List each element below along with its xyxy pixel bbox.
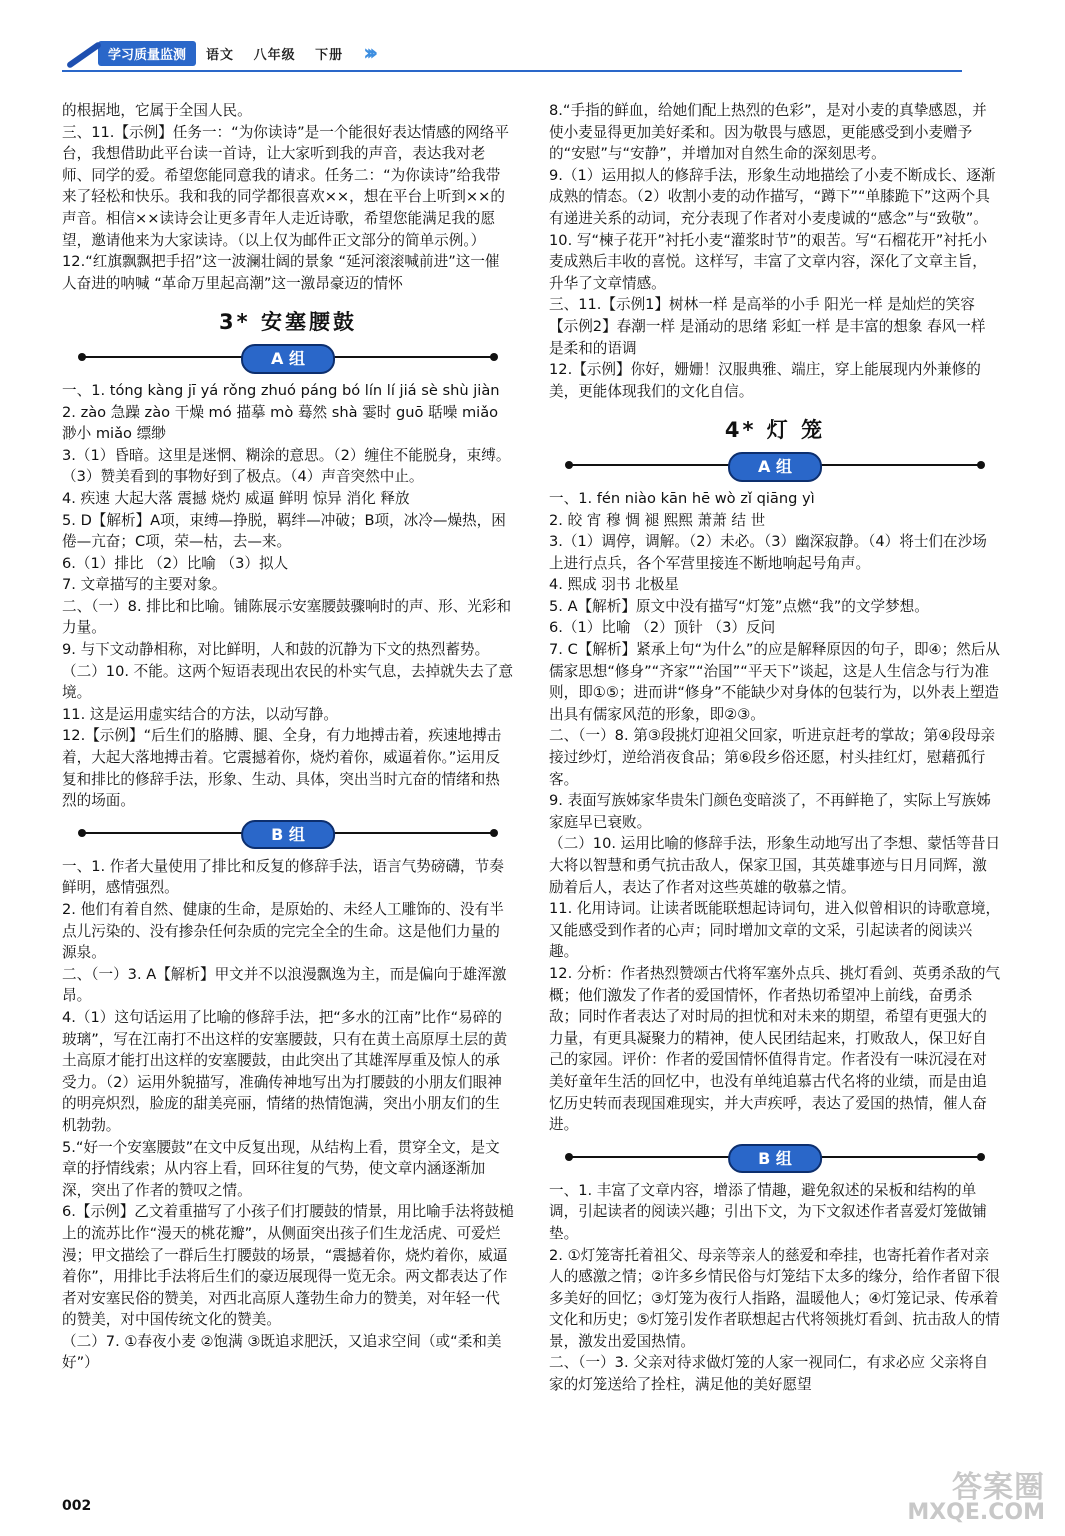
group-label: B 组 xyxy=(241,820,335,850)
lesson-title: 3* 安塞腰鼓 xyxy=(219,310,357,335)
answer-line: 2. zào 急躁 zào 干燥 mó 描摹 mò 蓦然 shà 霎时 guō 聒噪 miǎo 渺小 miǎo 缥缈 xyxy=(62,403,499,443)
answer-line: 一、1. fén niào kān hē wò zǐ qiāng yì xyxy=(549,489,815,507)
pen-icon xyxy=(62,38,92,68)
chevron-icon: ››› xyxy=(363,40,373,66)
answer-line: 一、1. 丰富了文章内容，增添了情趣，避免叙述的呆板和结构的单调，引起读者的阅读兴趣；引出下文，为下文叙述作者喜爱灯笼做铺垫。 xyxy=(549,1181,987,1242)
group-label: B 组 xyxy=(728,1144,822,1174)
answer-line: 12.“红旗飘飘把手招”这一波澜壮阔的景象 “延河滚滚喊前进”这一催人奋进的呐喊 “革命万里起高潮”这一激昂豪迈的情怀 xyxy=(62,253,500,292)
answer-line: 4. 疾速 大起大落 震撼 烧灼 威逼 鲜明 惊异 消化 释放 xyxy=(62,489,410,507)
answer-line: 二、（一）3. 父亲对待求做灯笼的人家一视同仁，有求必应 父亲将自家的灯笼送给了拴柱，满足他的美好愿望 xyxy=(549,1354,989,1394)
answer-line: 6.（1）排比 （2）比喻 （3）拟人 xyxy=(62,554,289,572)
answer-line: 6.（1）比喻 （2）顶针 （3）反问 xyxy=(549,619,776,637)
answer-line: 4.（1）这句话运用了比喻的修辞手法，把“多水的江南”比作“易碎的玻璃”，写在江南打不出这样的安塞腰鼓，只有在黄土高原厚土层的黄土高原才能打出这样的安塞腰鼓，由此突出了其雄浑厚重及惊人的承受力。（2）运用外貌描写，准确传神地写出为打腰鼓的小朋友们眼神的明亮炽烈，脸庞的甜美亮丽，情绪的热情饱满，突出小朋友们的生机勃勃。 xyxy=(62,1008,508,1134)
answer-line: 5.“好一个安塞腰鼓”在文中反复出现，从结构上看，贯穿全文，是文章的抒情线索；从内容上看，回环往复的气势，使文章内涵逐渐加深，突出了作者的赞叹之情。 xyxy=(62,1138,500,1199)
group-a-divider xyxy=(549,452,1001,478)
answer-line: 9. 表面写族姊家华贵朱门颜色变暗淡了，不再鲜艳了，实际上写族姊家庭早已衰败。 xyxy=(549,792,991,831)
answer-line: （二）10. 不能。这两个短语表现出农民的朴实气息，去掉就失去了意境。 xyxy=(62,662,514,702)
answer-line: 二、（一）8. 第③段挑灯迎祖父回家，听进京赶考的掌故；第④段母亲接过纱灯，逆给消夜食品；第⑥段乡俗还愿，村头挂红灯，慰藉孤行客。 xyxy=(549,727,996,788)
answer-line: 4. 熙成 羽书 北极星 xyxy=(549,576,679,594)
answer-line: （二）10. 运用比喻的修辞手法，形象生动地写出了李想、蒙恬等昔日大将以智慧和勇气抗击敌人，保家卫国，其英雄事迹与日月同辉，激励着后人，表达了作者对这些英雄的敬慕之情。 xyxy=(549,835,1001,896)
answer-line: 11. 这是运用虚实结合的方法，以动写静。 xyxy=(62,705,338,723)
group-b-divider xyxy=(549,1144,1001,1170)
volume: 下册 xyxy=(315,47,344,63)
answer-line: 三、11.【示例1】树林一样 是高举的小手 阳光一样 是灿烂的笑容【示例2】春潮一样 是涌动的思绪 彩虹一样 是丰富的想象 春风一样 是柔和的语调 xyxy=(549,296,986,357)
answer-line: 12.【示例】“后生们的胳膊、腿、全身，有力地搏击着，疾速地搏击着，大起大落地搏击着。它震撼着你，烧灼着你，威逼着你。”运用反复和排比的修辞手法，形象、生动、具体，突出当时亢奋的情绪和热烈的场面。 xyxy=(62,727,502,810)
answer-line: 6.【示例】乙文着重描写了小孩子们打腰鼓的情景，用比喻手法将鼓槌上的流苏比作“漫天的桃花瓣”，从侧面突出孩子们生龙活虎、可爱烂漫；甲文描绘了一群后生打腰鼓的场景，“震撼着你，烧灼着你，威逼着你”，用排比手法将后生们的豪迈展现得一览无余。两文都表达了作者对安塞民俗的赞美，对西北高原人蓬勃生命力的赞美，对年轻一代的赞美，对中国传统文化的赞美。 xyxy=(62,1203,514,1329)
answer-line: （二）7. ①春夜小麦 ②饱满 ③既追求肥沃，又追求空间（或“柔和美好”） xyxy=(62,1332,502,1372)
right-column xyxy=(549,100,1001,1396)
answer-line: 一、1. tóng kàng jī yá rǒng zhuó páng bó lín lí jiá sè shù jiàn xyxy=(62,381,500,399)
group-label: A 组 xyxy=(241,344,335,374)
header-rule xyxy=(62,70,962,72)
answer-line: 一、1. 作者大量使用了排比和反复的修辞手法，语言气势磅礴，节奏鲜明，感情强烈。 xyxy=(62,857,504,897)
answer-line: 2. 他们有着自然、健康的生命，是原始的、未经人工雕饰的、没有半点儿污染的、没有掺杂任何杂质的完完全全的生命。这是他们力量的源泉。 xyxy=(62,901,504,962)
group-label: A 组 xyxy=(728,452,822,482)
left-column xyxy=(62,100,514,1374)
watermark: 答案圈 xyxy=(952,1470,1045,1505)
page-number: 002 xyxy=(62,1498,92,1514)
answer-line: 11. 化用诗词。让读者既能联想起诗词句，进入似曾相识的诗歌意境，又能感受到作者的心声；同时增加文章的文采，引起读者的阅读兴趣。 xyxy=(549,900,1001,961)
header xyxy=(62,36,372,70)
answer-line: 5. A【解析】原文中没有描写“灯笼”点燃“我”的文学梦想。 xyxy=(549,597,929,615)
header-badge: 学习质量监测 xyxy=(98,41,196,66)
subject: 语文 xyxy=(206,47,235,63)
answer-line: 9. 与下文动静相称，对比鲜明，人和鼓的沉静为下文的热烈蓄势。 xyxy=(62,641,490,659)
answer-line: 8.“手指的鲜血，给她们配上热烈的色彩”，是对小麦的真挚感恩，并使小麦显得更加美好柔和。因为敬畏与感恩，更能感受到小麦赠予的“安慰”与“安静”，并增加对自然生命的深刻思考。 xyxy=(549,102,987,163)
answer-line: 10. 写“楝子花开”衬托小麦“灌浆时节”的艰苦。写“石榴花开”衬托小麦成熟后丰收的喜悦。这样写，丰富了文章内容，深化了文章主旨，升华了文章情感。 xyxy=(549,231,988,292)
group-a-divider xyxy=(62,344,514,370)
answer-line: 9.（1）运用拟人的修辞手法，形象生动地描绘了小麦不断成长、逐渐成熟的情态。（2）收割小麦的动作描写，“蹲下”“单膝跪下”这两个具有递进关系的动词，充分表现了作者对小麦虔诚的“感念”与“致敬”。 xyxy=(549,166,996,227)
grade: 八年级 xyxy=(253,47,296,63)
answer-line: 三、11.【示例】任务一：“为你读诗”是一个能很好表达情感的网络平台，我想借助此平台读一首诗，让大家听到我的声音，表达我对老师、同学的爱。希望您能同意我的请求。任务二：“为你读诗”给我带来了轻松和快乐。我和我的同学都很喜欢××，想在平台上听到××的声音。相信××读诗会让更多青年人走近诗歌，希望您能满足我的愿望，邀请他来为大家读诗。（以上仅为邮件正文部分的简单示例。） xyxy=(62,123,509,249)
answer-line: 3.（1）昏暗。这里是迷惘、糊涂的意思。（2）缠住不能脱身，束缚。（3）赞美看到的事物好到了极点。（4）声音突然中止。 xyxy=(62,446,511,486)
answer-line: 12.【示例】你好，姗姗！汉服典雅、端庄，穿上能展现内外兼修的美，更能体现我们的文化自信。 xyxy=(549,361,981,400)
answer-line: 二、（一）3. A【解析】甲文并不以浪漫飘逸为主，而是偏向于雄浑激昂。 xyxy=(62,965,507,1005)
answer-line: 的根据地，它属于全国人民。 xyxy=(62,102,252,119)
answer-line: 12. 分析：作者热烈赞颂古代将军塞外点兵、挑灯看剑、英勇杀敌的气概；他们激发了作者的爱国情怀，作者热切希望冲上前线，奋勇杀敌；同时作者表达了对时局的担忧和对未来的期望，希望有更强大的力量，有更具凝聚力的精神，使人民团结起来，打败敌人，保卫好自己的家园。评价：作者的爱国情怀值得肯定。作者没有一味沉浸在对美好童年生活的回忆中，也没有单纯追慕古代名将的业绩，而是由追忆历史转而表现国难现实，并大声疾呼，表达了爱国的热情，催人奋进。 xyxy=(549,964,1001,1134)
answer-line: 二、（一）8. 排比和比喻。铺陈展示安塞腰鼓骤响时的声、形、光彩和力量。 xyxy=(62,597,512,637)
answer-line: 3.（1）调停，调解。（2）未必。（3）幽深寂静。（4）将士们在沙场上进行点兵，各个军营里接连不断地响起号角声。 xyxy=(549,533,987,572)
watermark-url: MXQE.COM xyxy=(907,1500,1045,1525)
answer-line: 2. ①灯笼寄托着祖父、母亲等亲人的慈爱和牵挂，也寄托着作者对亲人的感激之情；②许多乡情民俗与灯笼结下太多的缘分，给作者留下很多美好的回忆；③灯笼为夜行人指路，温暖他人；④灯笼记录、传承着文化和历史；⑤灯笼引发作者联想起古代将领挑灯看剑、抗击敌人的情景，激发出爱国热情。 xyxy=(549,1246,1000,1350)
answer-line: 7. 文章描写的主要对象。 xyxy=(62,576,227,594)
lesson-title: 4* 灯 笼 xyxy=(724,418,826,443)
answer-line: 7. C【解析】紧承上句“为什么”的应是解释原因的句子，即④；然后从儒家思想“修身”“齐家”“治国”“平天下”谈起，这是人生信念与行为准则，即①⑤；进而讲“修身”不能缺少对身体的包装行为，以外表上塑造出具有儒家风范的形象，即②③。 xyxy=(549,641,1000,723)
answer-line: 2. 皎 宵 穆 惆 褪 熙熙 萧萧 结 世 xyxy=(549,511,766,529)
answer-line: 5. D【解析】A项，束缚—挣脱，羁绊—冲破；B项，冰冷—燥热，困倦—亢奋；C项，荣—枯，去—来。 xyxy=(62,511,506,551)
group-b-divider xyxy=(62,820,514,846)
breadcrumb xyxy=(206,44,357,63)
